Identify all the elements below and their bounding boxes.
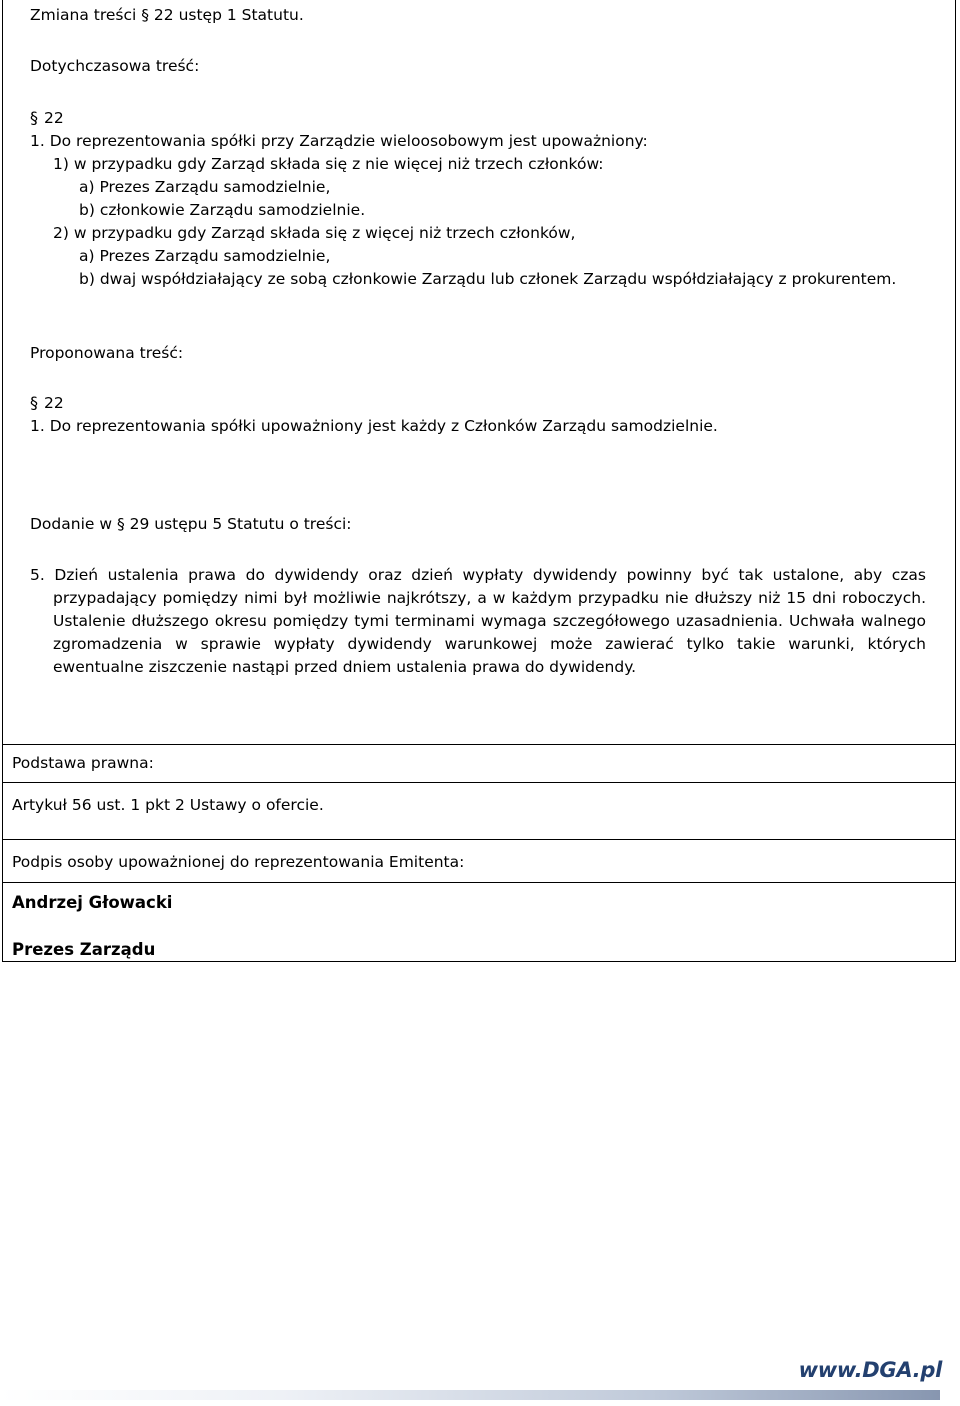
section-sign-icon: §	[30, 108, 38, 127]
current-point-2b: b) dwaj współdziałający ze sobą członkowie Zarządu lub członek Zarządu współdziałający z prokurentem.	[79, 270, 897, 288]
signatory-name: Andrzej Głowacki	[12, 893, 173, 912]
divider	[2, 839, 956, 840]
signatory-role: Prezes Zarządu	[12, 940, 156, 959]
divider	[2, 882, 956, 883]
current-section-number	[30, 107, 64, 129]
addition-paragraph-5: 5. Dzień ustalenia prawa do dywidendy oraz dzień wypłaty dywidendy powinny być tak ustalone, aby czas przypadający pomiędzy nimi był możliwie najkrótszy, a w każdym przypadku nie dłuższy niż 15 dni roboczych. Ustalenie dłuższego okresu pomiędzy tymi terminami wymaga szczegółowego uzasadnienia. Uchwała walnego zgromadzenia w sprawie wypłaty dywidendy warunkowej może zawierać tylko takie warunki, których ewentualne ziszczenie nastąpi przed dniem ustalenia prawa do dywidendy.	[30, 566, 926, 676]
signature-label: Podpis osoby upoważnionej do reprezentowania Emitenta:	[12, 853, 465, 871]
legal-basis-label: Podstawa prawna:	[12, 754, 154, 772]
current-point-2: 2) w przypadku gdy Zarząd składa się z więcej niż trzech członków,	[53, 224, 576, 242]
proposed-section-number	[30, 392, 64, 414]
current-point-1b: b) członkowie Zarządu samodzielnie.	[79, 201, 366, 219]
current-point-1a: a) Prezes Zarządu samodzielnie,	[79, 178, 331, 196]
legal-basis-value: Artykuł 56 ust. 1 pkt 2 Ustawy o ofercie.	[12, 796, 324, 814]
divider	[2, 782, 956, 783]
section-number: 22	[44, 109, 64, 127]
divider	[2, 744, 956, 745]
footer-gradient-bar	[0, 1390, 940, 1400]
section-sign-icon: §	[30, 393, 38, 412]
change-header: Zmiana treści § 22 ustęp 1 Statutu.	[30, 6, 304, 24]
proposed-content-label: Proponowana treść:	[30, 344, 184, 362]
dga-logo: www.DGA.pl	[798, 1358, 942, 1382]
current-paragraph-1: 1. Do reprezentowania spółki przy Zarządzie wieloosobowym jest upoważniony:	[30, 132, 648, 150]
section-number: 22	[44, 394, 64, 412]
addition-label: Dodanie w § 29 ustępu 5 Statutu o treści:	[30, 515, 352, 533]
proposed-paragraph-1: 1. Do reprezentowania spółki upoważniony jest każdy z Członków Zarządu samodzielnie.	[30, 417, 718, 435]
current-point-2a: a) Prezes Zarządu samodzielnie,	[79, 247, 331, 265]
current-content-label: Dotychczasowa treść:	[30, 57, 200, 75]
current-point-1: 1) w przypadku gdy Zarząd składa się z nie więcej niż trzech członków:	[53, 155, 604, 173]
